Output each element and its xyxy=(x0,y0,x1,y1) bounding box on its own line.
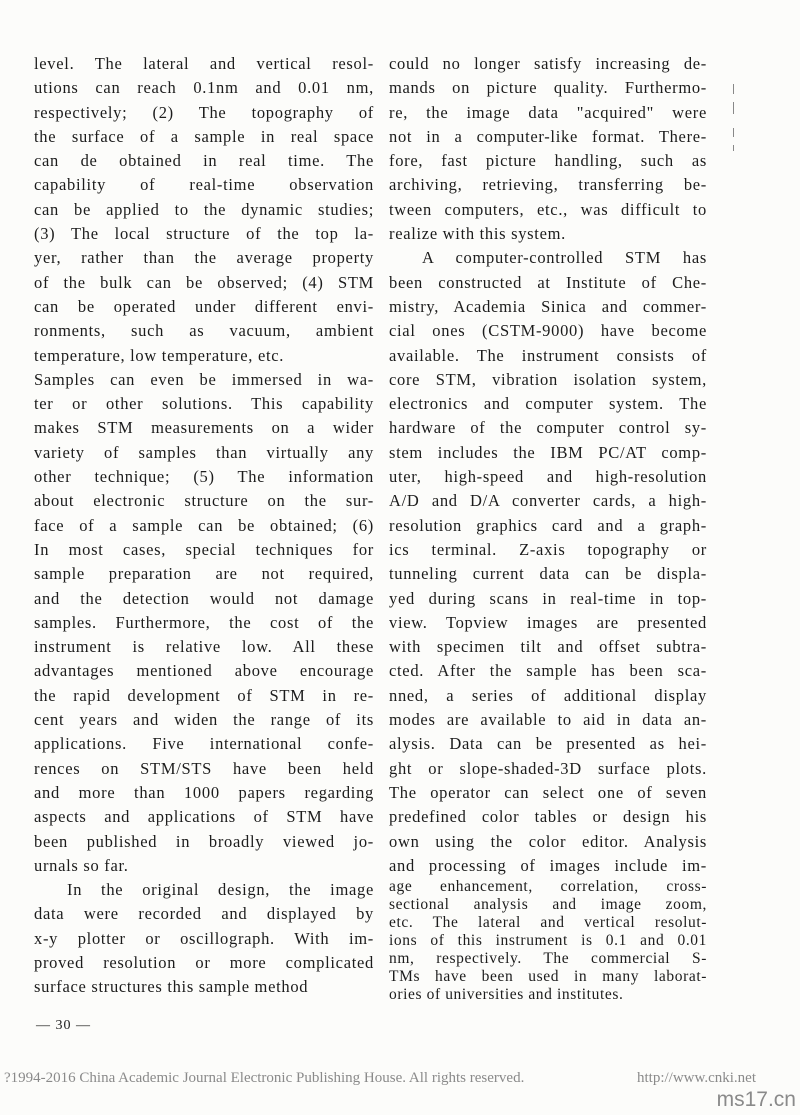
text-line: mistry, Academia Sinica and commer- xyxy=(389,296,707,316)
text-line: realize with this system. xyxy=(389,224,566,244)
text-line: The operator can select one of seven xyxy=(389,782,707,802)
text-line: archiving, retrieving, transferring be- xyxy=(389,175,707,195)
text-line: and more than 1000 papers regarding xyxy=(34,782,374,802)
text-line: uter, high-speed and high-resolution xyxy=(389,467,707,487)
text-line: sectional analysis and image zoom, xyxy=(389,896,707,914)
text-line: urnals so far. xyxy=(34,855,129,875)
text-line: view. Topview images are presented xyxy=(389,612,707,632)
text-line: variety of samples than virtually any xyxy=(34,442,374,462)
text-line: cted. After the sample has been sca- xyxy=(389,661,707,681)
copyright-notice: ?1994-2016 China Academic Journal Electronic Publishing House. All rights reserved. xyxy=(4,1070,525,1086)
text-line: can de obtained in real time. The xyxy=(34,151,374,171)
page-number: — 30 — xyxy=(36,1018,91,1033)
text-line: nned, a series of additional display xyxy=(389,685,707,705)
text-line: ics terminal. Z-axis topography or xyxy=(389,539,707,559)
text-line: the surface of a sample in real space xyxy=(34,126,374,146)
text-line: In the original design, the image xyxy=(67,880,374,900)
text-line: available. The instrument consists of xyxy=(389,345,707,365)
text-line: stem includes the IBM PC/AT comp- xyxy=(389,442,707,462)
text-line: own using the color editor. Analysis xyxy=(389,831,707,851)
text-line: tween computers, etc., was difficult to xyxy=(389,199,707,219)
text-line: level. The lateral and vertical resol- xyxy=(34,54,374,73)
text-line: rences on STM/STS have been held xyxy=(34,758,374,778)
footer-url: http://www.cnki.net xyxy=(637,1070,757,1086)
text-line: A computer-controlled STM has xyxy=(422,248,707,268)
text-line: utions can reach 0.1nm and 0.01 nm, xyxy=(34,78,374,98)
text-line: mands on picture quality. Furthermo- xyxy=(389,78,707,98)
text-line: with specimen tilt and offset subtra- xyxy=(389,637,707,657)
text-line: sample preparation are not required, xyxy=(34,564,374,584)
text-line: capability of real-time observation xyxy=(34,175,374,195)
text-line: ronments, such as vacuum, ambient xyxy=(34,321,374,341)
text-line: core STM, vibration isolation system, xyxy=(389,369,707,389)
text-line: modes are available to aid in data an- xyxy=(389,710,707,730)
text-line: samples. Furthermore, the cost of the xyxy=(34,612,374,632)
text-line: and the detection would not damage xyxy=(34,588,374,608)
text-line: face of a sample can be obtained; (6) xyxy=(34,515,374,535)
text-line: age enhancement, correlation, cross- xyxy=(389,878,707,896)
text-line: data were recorded and displayed by xyxy=(34,904,374,924)
watermark: ms17.cn xyxy=(716,1088,796,1111)
text-line: ories of universities and institutes. xyxy=(389,986,624,1004)
text-line: ter or other solutions. This capability xyxy=(34,394,374,414)
text-line: applications. Five international confe- xyxy=(34,734,374,754)
text-line: of the bulk can be observed; (4) STM xyxy=(34,272,374,292)
text-line: proved resolution or more complicated xyxy=(34,952,374,972)
text-line: yed during scans in real-time in top- xyxy=(389,588,707,608)
text-line: hardware of the computer control sy- xyxy=(389,418,707,438)
text-line: been constructed at Institute of Che- xyxy=(389,272,707,292)
text-line: etc. The lateral and vertical resolut- xyxy=(389,914,707,932)
text-line: (3) The local structure of the top la- xyxy=(34,224,374,244)
text-line: tunneling current data can be displa- xyxy=(389,564,707,584)
text-line: A/D and D/A converter cards, a high- xyxy=(389,491,707,511)
text-line: x-y plotter or oscillograph. With im- xyxy=(34,928,374,948)
text-line: electronics and computer system. The xyxy=(389,394,707,414)
text-line: predefined color tables or design his xyxy=(389,807,707,827)
right-text-column xyxy=(389,52,707,1004)
text-line: can be operated under different envi- xyxy=(34,296,374,316)
text-line: resolution graphics card and a graph- xyxy=(389,515,707,535)
text-line: been published in broadly viewed jo- xyxy=(34,831,374,851)
text-line: aspects and applications of STM have xyxy=(34,807,374,827)
text-line: re, the image data "acquired" were xyxy=(389,102,707,122)
text-line: and processing of images include im- xyxy=(389,855,707,875)
text-line: alysis. Data can be presented as hei- xyxy=(389,734,707,754)
text-line: cent years and widen the range of its xyxy=(34,710,374,730)
text-line: respectively; (2) The topography of xyxy=(34,102,374,122)
text-line: advantages mentioned above encourage xyxy=(34,661,374,681)
text-line: instrument is relative low. All these xyxy=(34,637,374,657)
margin-marks xyxy=(733,84,734,159)
text-line: could no longer satisfy increasing de- xyxy=(389,54,707,73)
text-line: yer, rather than the average property xyxy=(34,248,374,268)
text-line: fore, fast picture handling, such as xyxy=(389,151,707,171)
text-line: cial ones (CSTM-9000) have become xyxy=(389,321,707,341)
text-line: about electronic structure on the sur- xyxy=(34,491,374,511)
text-line: ght or slope-shaded-3D surface plots. xyxy=(389,758,707,778)
left-text-column xyxy=(34,52,374,1000)
text-line: temperature, low temperature, etc. xyxy=(34,345,285,365)
text-line: can be applied to the dynamic studies; xyxy=(34,199,374,219)
text-line: nm, respectively. The commercial S- xyxy=(389,950,707,968)
text-line: Samples can even be immersed in wa- xyxy=(34,369,374,389)
text-line: ions of this instrument is 0.1 and 0.01 xyxy=(389,932,707,950)
text-line: makes STM measurements on a wider xyxy=(34,418,374,438)
text-line: In most cases, special techniques for xyxy=(34,539,374,559)
text-line: the rapid development of STM in re- xyxy=(34,685,374,705)
text-line: not in a computer-like format. There- xyxy=(389,126,707,146)
text-line: other technique; (5) The information xyxy=(34,467,374,487)
text-line: TMs have been used in many laborat- xyxy=(389,968,707,986)
text-line: surface structures this sample method xyxy=(34,977,309,997)
